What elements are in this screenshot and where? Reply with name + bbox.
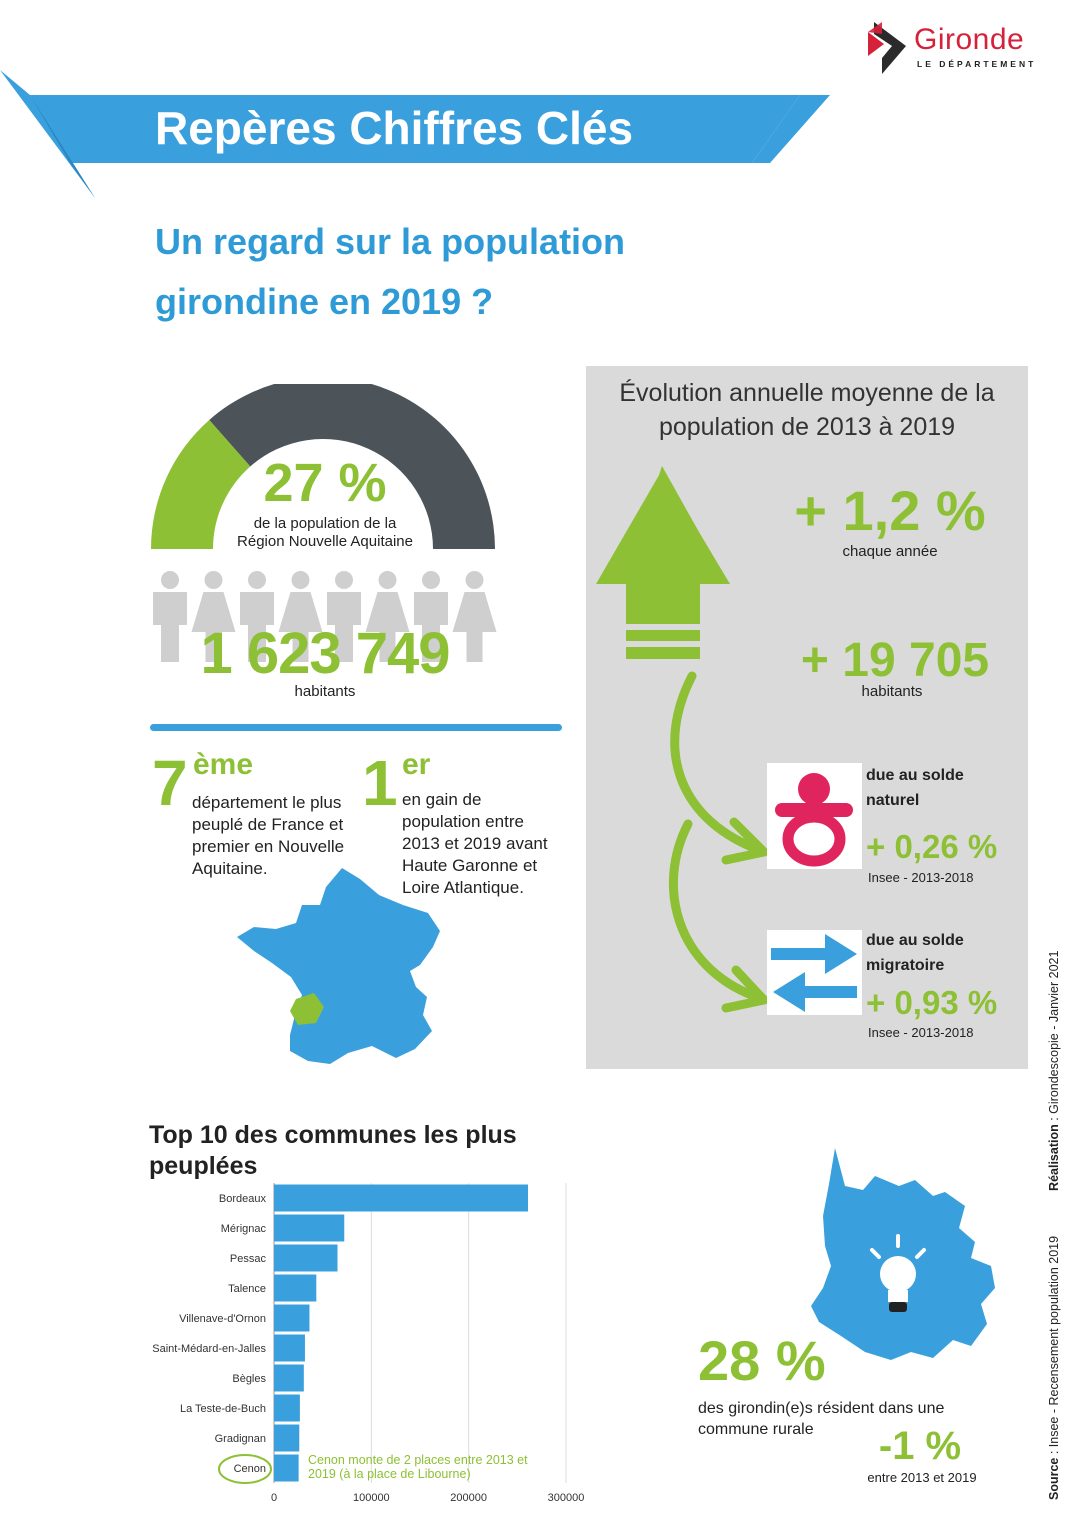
gironde-logo — [860, 18, 1060, 78]
rural-caption-line-2: commune rurale — [698, 1421, 814, 1438]
side-note — [1047, 880, 1067, 1500]
logo-subtitle: LE DÉPARTEMENT — [917, 59, 1037, 69]
category-label: Talence — [228, 1283, 266, 1295]
cenon-note — [308, 1453, 528, 1481]
rural-caption-line-1: des girondin(e)s résident dans une — [698, 1400, 945, 1417]
evolution-title-line-1: Évolution annuelle moyenne de la — [619, 379, 995, 407]
rank-1-text-line: population entre — [402, 812, 524, 831]
rank-1-text-line: Haute Garonne et — [402, 856, 538, 875]
rural-change: -1 % — [878, 1424, 962, 1468]
top10-title-line-2: peuplées — [149, 1152, 258, 1180]
category-label: Villenave-d'Ornon — [179, 1313, 266, 1325]
rank-7-text-line: peuplé de France et — [192, 815, 344, 834]
cenon-note-line-2: 2019 (à la place de Libourne) — [308, 1467, 471, 1481]
bar-la-teste-de-buch — [274, 1395, 300, 1422]
rural-percent: 28 % — [698, 1329, 826, 1392]
gauge-caption — [195, 515, 455, 551]
category-label: Bègles — [232, 1373, 266, 1385]
bar-cenon — [274, 1455, 299, 1482]
annual-gain-unit: habitants — [861, 683, 923, 700]
bar-saint-m-dard-en-jalles — [274, 1335, 305, 1362]
annual-gain: + 19 705 — [800, 634, 990, 687]
page-subtitle — [155, 212, 625, 332]
annual-rate: + 1,2 % — [794, 479, 986, 542]
category-label: Bordeaux — [218, 1193, 266, 1205]
x-tick-label: 0 — [270, 1492, 278, 1504]
rank-1-suffix: er — [402, 748, 431, 781]
bar-bordeaux — [274, 1185, 528, 1212]
migration-balance-source: Insee - 2013-2018 — [868, 1025, 974, 1040]
subtitle-line-1: Un regard sur la population — [155, 221, 626, 262]
subtitle-line-2: girondine en 2019 ? — [155, 281, 494, 322]
source-label: Source — [1047, 1457, 1061, 1500]
rank-7-text-line: Aquitaine. — [192, 859, 268, 878]
evolution-title — [586, 376, 1028, 444]
section-divider — [150, 724, 562, 731]
natural-label-line-2: naturel — [866, 792, 920, 809]
x-tick-label: 100000 — [352, 1492, 390, 1504]
bar-villenave-d-ornon — [274, 1305, 309, 1332]
page-title: Repères Chiffres Clés — [155, 102, 634, 154]
rank-7-suffix: ème — [193, 748, 254, 781]
annual-rate-caption: chaque année — [842, 543, 938, 560]
realisation-text: : Girondescopie - Janvier 2021 — [1047, 950, 1061, 1125]
cenon-note-line-1: Cenon monte de 2 places entre 2013 et — [308, 1453, 528, 1467]
natural-balance-value: + 0,26 % — [866, 828, 998, 865]
category-label: Saint-Médard-en-Jalles — [152, 1343, 266, 1355]
top10-title — [149, 1120, 517, 1182]
natural-balance-label — [866, 763, 964, 813]
france-map — [232, 865, 447, 1070]
two-way-arrows-icon — [767, 930, 862, 1015]
x-tick-label: 200000 — [450, 1492, 488, 1504]
bar-gradignan — [274, 1425, 299, 1452]
gauge-caption-line-2: Région Nouvelle Aquitaine — [237, 533, 413, 550]
x-tick-label: 300000 — [547, 1492, 585, 1504]
gauge-caption-line-1: de la population de la — [253, 515, 397, 532]
bar-m-rignac — [274, 1215, 344, 1242]
rural-change-caption: entre 2013 et 2019 — [867, 1470, 977, 1485]
category-label: Gradignan — [214, 1433, 266, 1445]
rank-1-text-line: Loire Atlantique. — [402, 878, 524, 897]
rank-7-number: 7 — [152, 747, 188, 819]
category-label: Pessac — [229, 1253, 266, 1265]
lightbulb-icon — [866, 1232, 930, 1324]
migration-label-line-2: migratoire — [866, 957, 945, 974]
rank-1-text-line: en gain de — [402, 790, 482, 809]
rank-1-number: 1 — [362, 747, 398, 819]
natural-label-line-1: due au solde — [866, 767, 964, 784]
bar-talence — [274, 1275, 316, 1302]
migration-label-line-1: due au solde — [866, 932, 964, 949]
evolution-title-line-2: population de 2013 à 2019 — [658, 413, 956, 441]
source-text: : Insee - Recensement population 2019 — [1047, 1235, 1061, 1458]
rank-7-text-line: département le plus — [192, 793, 342, 812]
logo-text: Gironde — [914, 23, 1025, 56]
migration-balance-value: + 0,93 % — [866, 984, 998, 1021]
cenon-highlight-circle — [216, 1452, 274, 1486]
rank-7-text-line: premier en Nouvelle — [192, 837, 345, 856]
population-total: 1 623 749 — [200, 621, 450, 686]
category-label: La Teste-de-Buch — [179, 1403, 266, 1415]
gauge-percent: 27 % — [263, 453, 387, 513]
natural-balance-source: Insee - 2013-2018 — [868, 870, 974, 885]
logo-mark-icon — [860, 18, 908, 76]
up-arrow-icon — [596, 466, 776, 1026]
pacifier-icon — [767, 763, 862, 869]
rank-1-text-line: 2013 et 2019 avant — [402, 834, 548, 853]
category-label: Cenon — [233, 1463, 266, 1475]
bar-pessac — [274, 1245, 338, 1272]
bar-b-gles — [274, 1365, 304, 1392]
top10-title-line-1: Top 10 des communes les plus — [149, 1121, 517, 1149]
migration-balance-label — [866, 928, 964, 978]
realisation-label: Réalisation — [1047, 1124, 1061, 1191]
population-unit: habitants — [294, 683, 356, 700]
category-label: Mérignac — [220, 1223, 266, 1235]
